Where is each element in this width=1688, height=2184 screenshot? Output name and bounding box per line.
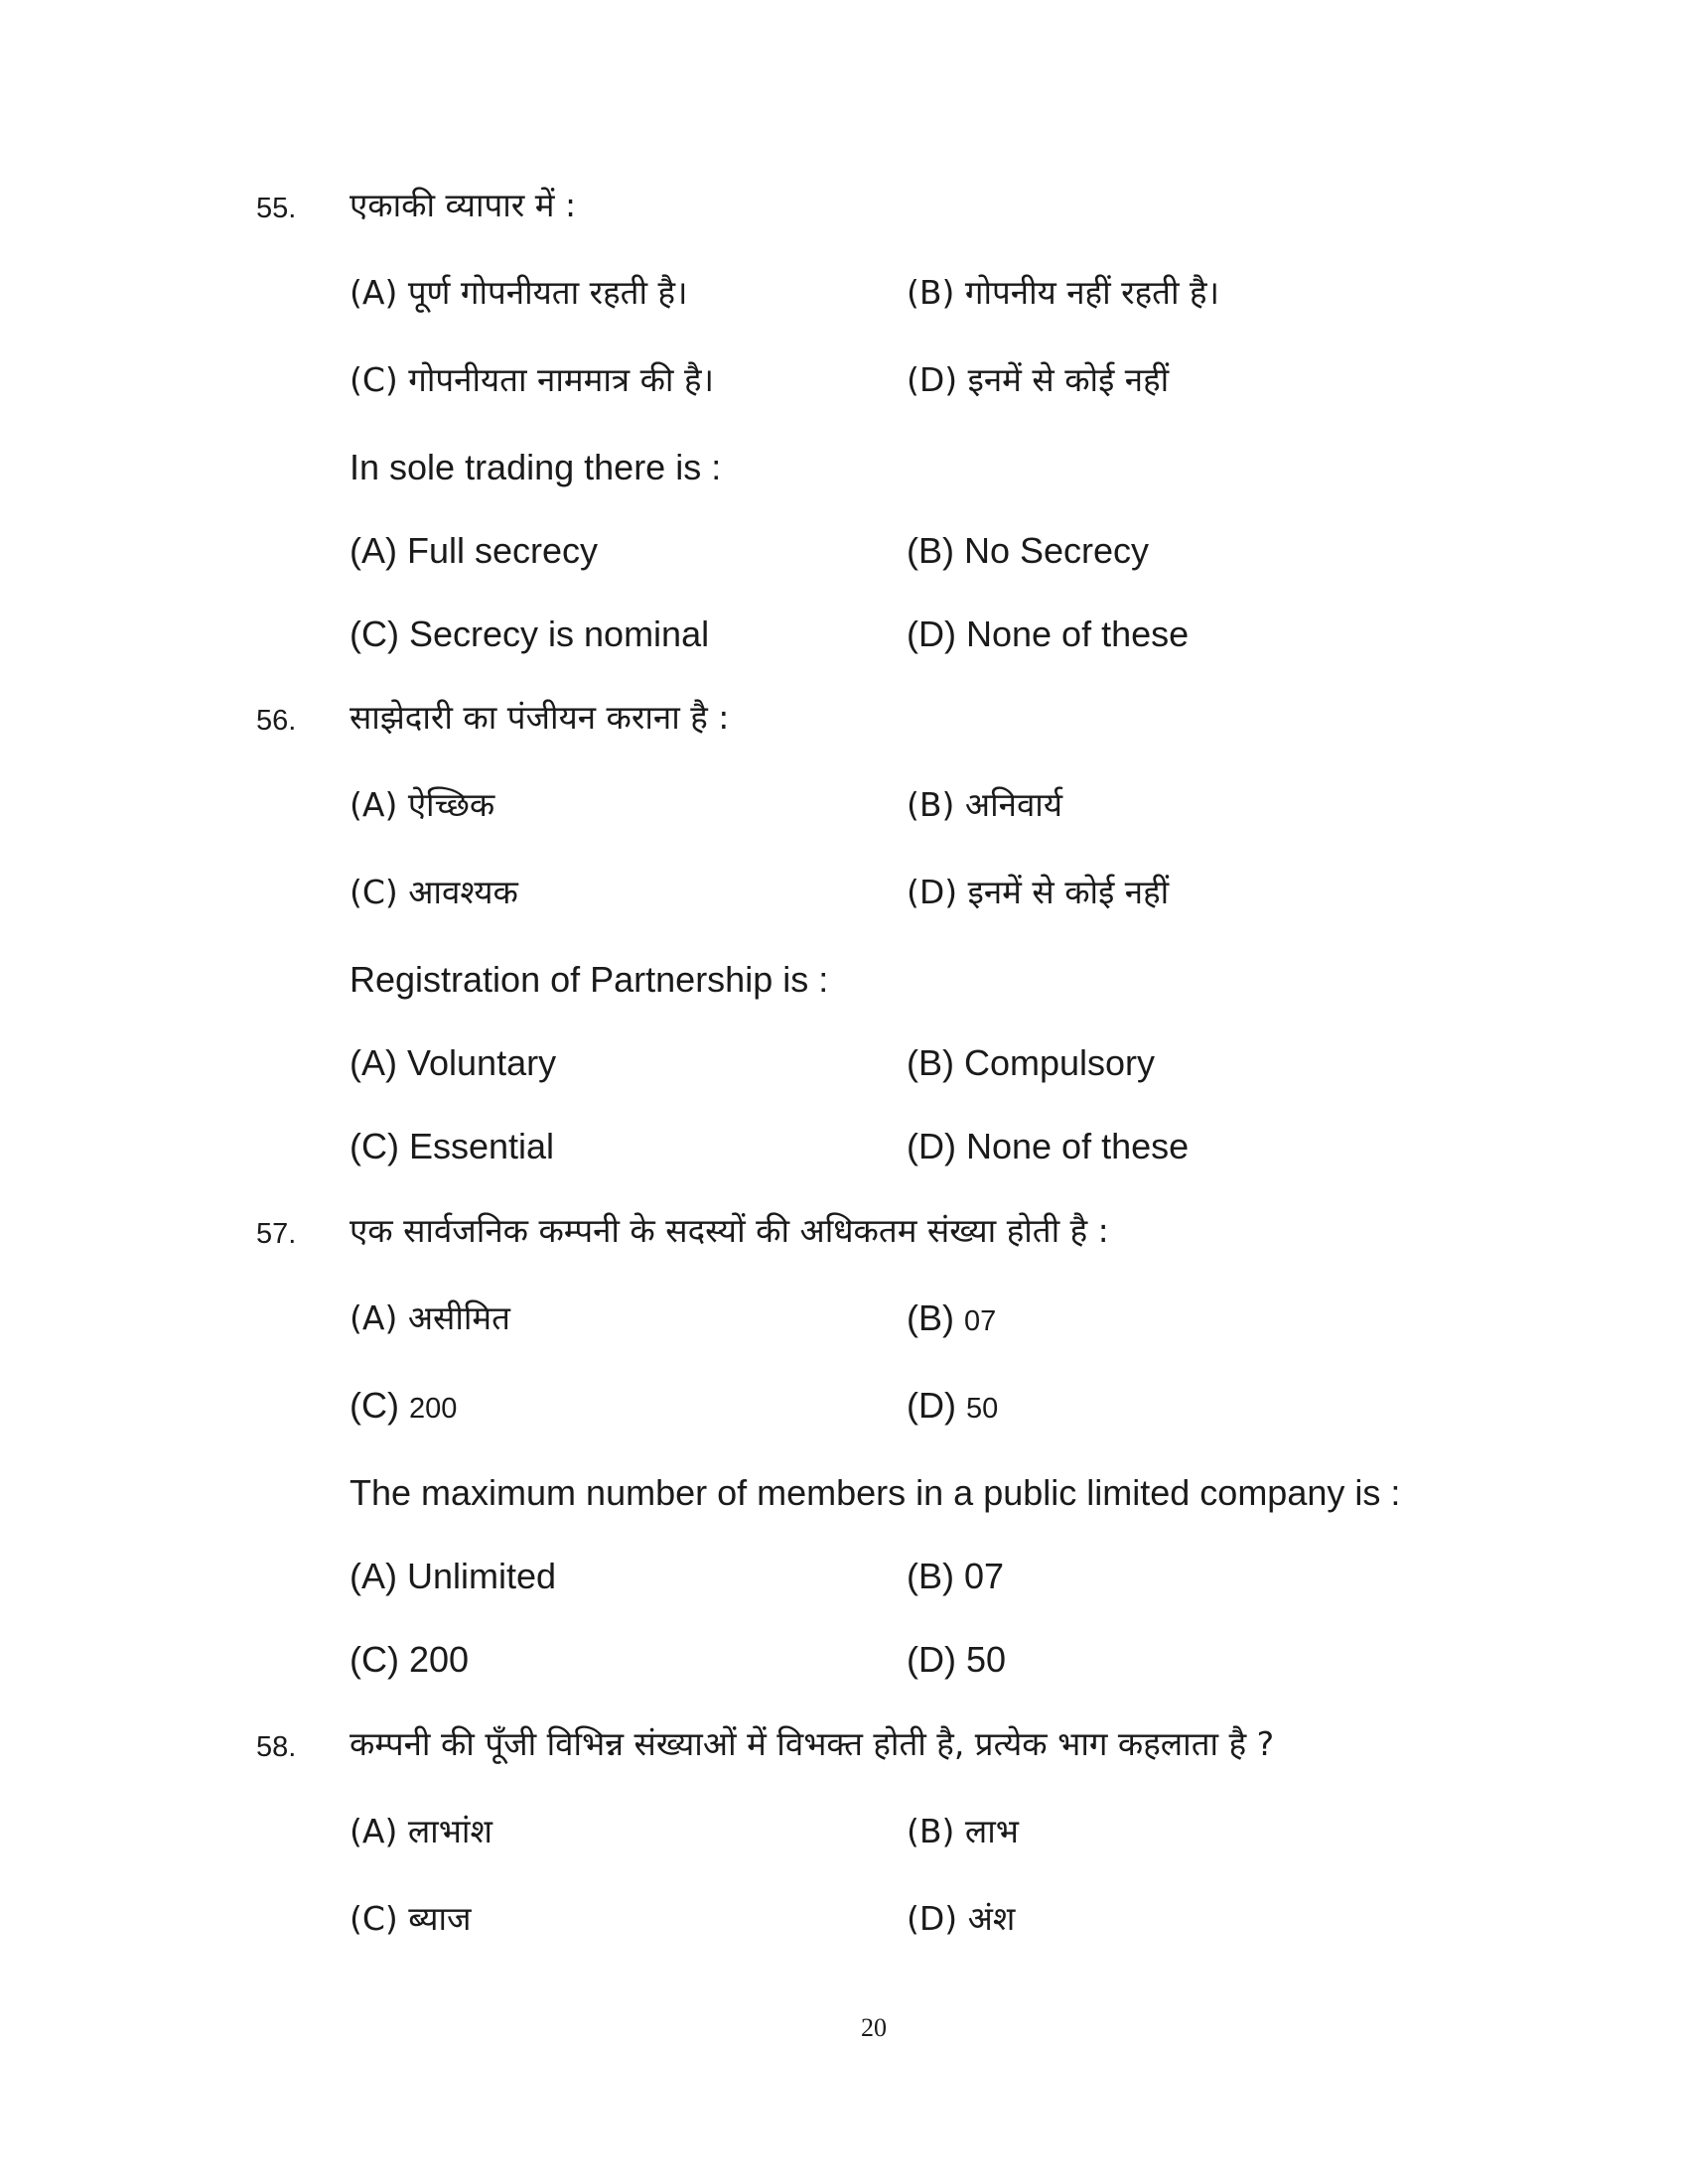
option-d-english: (D) None of these (907, 614, 1190, 654)
option-c-english: (C) Secrecy is nominal (350, 614, 710, 654)
option-b-hindi: (B) लाभ (907, 1812, 1019, 1850)
question-number: 58. (256, 1731, 297, 1763)
option-d-hindi: (D) अंश (907, 1899, 1016, 1938)
question-number: 56. (256, 705, 297, 737)
option-label: (D) (907, 1385, 956, 1426)
option-d-hindi: (D) इनमें से कोई नहीं (907, 360, 1170, 399)
option-a-hindi: (A) असीमित (350, 1298, 510, 1337)
option-c-hindi: (C) आवश्यक (350, 873, 518, 911)
option-c-hindi: (C) ब्याज (350, 1899, 472, 1938)
question-text-hindi: एकाकी व्यापार में : (350, 186, 577, 224)
option-d-english: (D) 50 (907, 1639, 1007, 1680)
option-c-english: (C) Essential (350, 1126, 555, 1166)
option-a-english: (A) Voluntary (350, 1042, 557, 1083)
option-value: 200 (409, 1393, 458, 1425)
question-number: 55. (256, 193, 297, 224)
page-number: 20 (861, 2013, 887, 2042)
question-text-hindi: कम्पनी की पूँजी विभिन्न संख्याओं में विभक्त होती है, प्रत्येक भाग कहलाता है ? (350, 1724, 1275, 1763)
option-c-hindi: (C) गोपनीयता नाममात्र की है। (350, 360, 714, 399)
option-label: (C) (350, 1385, 399, 1426)
question-text-hindi: साझेदारी का पंजीयन कराना है : (350, 698, 730, 737)
option-d-hindi: (D) इनमें से कोई नहीं (907, 873, 1170, 911)
option-a-hindi: (A) लाभांश (350, 1812, 492, 1850)
option-value: 07 (964, 1305, 997, 1337)
option-c-hindi (350, 1384, 457, 1431)
option-b-english: (B) No Secrecy (907, 530, 1150, 571)
question-text-english: In sole trading there is : (350, 447, 722, 487)
option-b-hindi: (B) अनिवार्य (907, 785, 1062, 824)
option-a-hindi: (A) ऐच्छिक (350, 785, 495, 824)
option-label: (B) (907, 1297, 954, 1338)
option-b-english: (B) 07 (907, 1556, 1005, 1596)
question-text-english: Registration of Partnership is : (350, 959, 829, 1000)
option-b-hindi: (B) गोपनीय नहीं रहती है। (907, 273, 1220, 312)
option-b-english: (B) Compulsory (907, 1042, 1156, 1083)
option-b-hindi (907, 1297, 996, 1343)
question-text-english: The maximum number of members in a public limited company is : (350, 1472, 1401, 1513)
option-c-english: (C) 200 (350, 1639, 470, 1680)
question-number: 57. (256, 1218, 297, 1250)
option-d-hindi (907, 1384, 998, 1431)
question-text-hindi: एक सार्वजनिक कम्पनी के सदस्यों की अधिकतम संख्या होती है : (350, 1211, 1109, 1250)
option-value: 50 (966, 1393, 999, 1425)
option-d-english: (D) None of these (907, 1126, 1190, 1166)
option-a-english: (A) Unlimited (350, 1556, 557, 1596)
option-a-hindi: (A) पूर्ण गोपनीयता रहती है। (350, 273, 688, 312)
option-a-english: (A) Full secrecy (350, 530, 599, 571)
